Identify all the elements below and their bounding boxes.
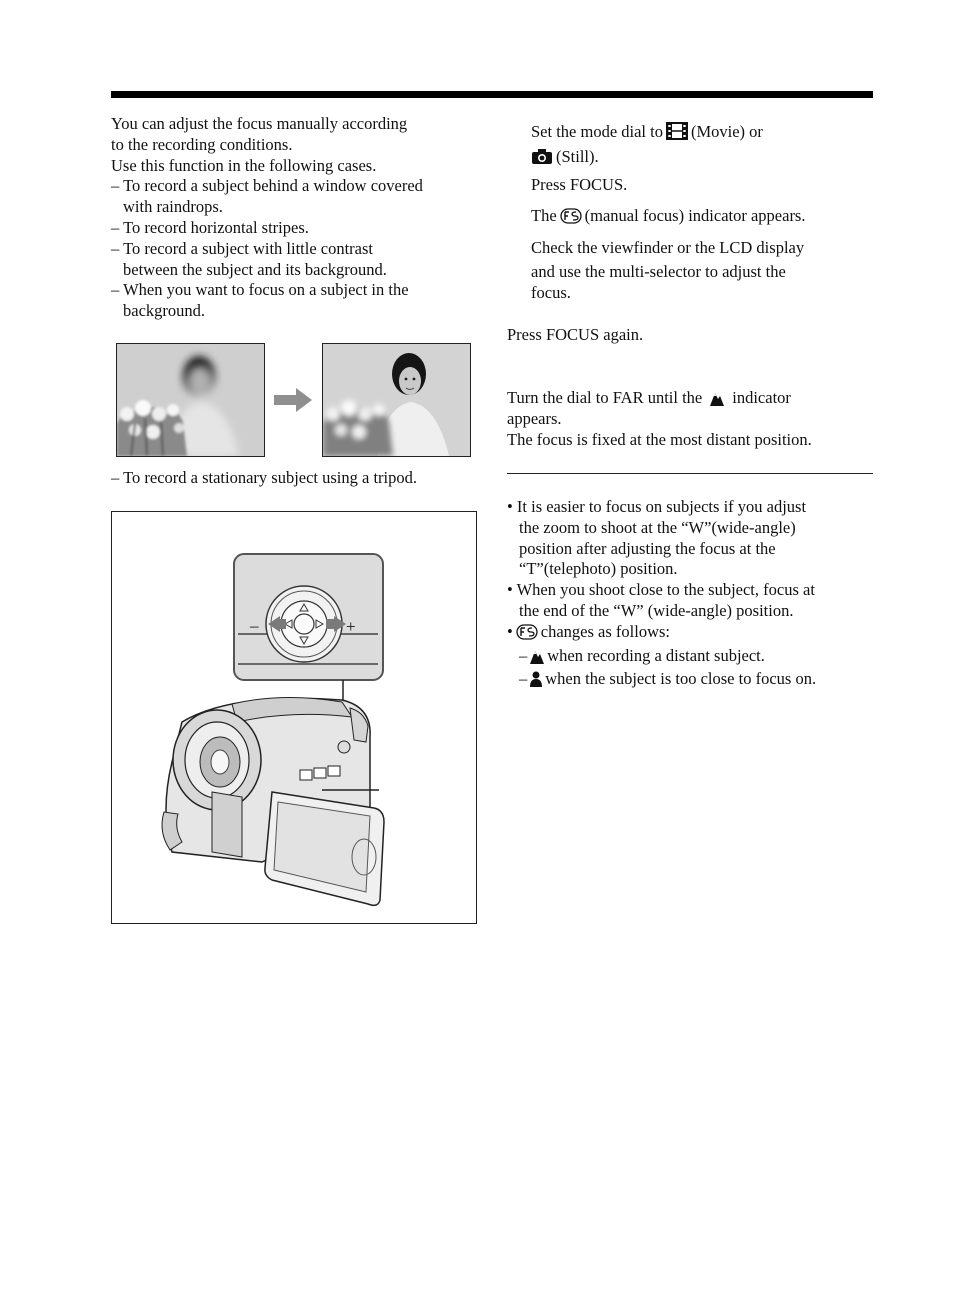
note-3 xyxy=(507,622,877,646)
case-1: – To record a subject behind a window covered xyxy=(111,176,423,196)
tripod-case: – To record a stationary subject using a tripod. xyxy=(111,468,418,487)
photo-after xyxy=(322,343,471,457)
note-3-sub-1 xyxy=(507,646,877,670)
step-1-line-2 xyxy=(531,146,599,170)
infinity-line-2: appears. xyxy=(507,409,562,428)
step-3-line-3: focus. xyxy=(531,283,571,302)
photo-before xyxy=(116,343,265,457)
person-icon xyxy=(530,671,542,693)
mountain-icon xyxy=(530,648,544,670)
infinity-line-3: The focus is fixed at the most distant position. xyxy=(507,430,812,449)
step-2-note-a: The xyxy=(531,206,557,225)
case-4-cont: background. xyxy=(123,301,206,321)
mountain-icon xyxy=(710,390,724,411)
intro-line-1: You can adjust the focus manually according xyxy=(111,114,408,133)
arrow-right-icon xyxy=(274,388,312,417)
note-3-bullet: • xyxy=(507,621,513,641)
camera-figure xyxy=(111,511,477,924)
plus-label: + xyxy=(346,617,356,636)
notes-section xyxy=(507,497,877,693)
camera-icon xyxy=(531,148,553,170)
step-3-line-1: Check the viewfinder or the LCD display xyxy=(531,238,805,257)
intro-line-3: Use this function in the following cases. xyxy=(111,155,377,175)
case-3: – To record a subject with little contrast xyxy=(111,238,374,258)
step-2: Press FOCUS. xyxy=(531,175,628,194)
intro-section xyxy=(111,114,481,322)
step-1-text-c: (Still). xyxy=(556,147,599,166)
note-3-sub-1-text: when recording a distant subject. xyxy=(547,645,765,665)
note-3-sub-2 xyxy=(507,669,877,693)
note-3-text: changes as follows: xyxy=(540,621,671,641)
note-3-sub-1-dash: – xyxy=(519,645,528,665)
note-3-sub-2-dash: – xyxy=(519,669,528,689)
note-1-line-3: position after adjusting the focus at the xyxy=(519,538,776,558)
note-3-sub-2-text: when the subject is too close to focus on. xyxy=(545,669,817,689)
infinity-text-b: indicator xyxy=(732,388,791,407)
step-1-text-b: (Movie) or xyxy=(690,122,763,141)
note-1-line-1: • It is easier to focus on subjects if you adjust xyxy=(507,497,807,516)
step-1-line-1 xyxy=(531,121,763,145)
manual-focus-icon xyxy=(560,208,582,229)
case-1-cont: with raindrops. xyxy=(123,197,223,217)
minus-label: – xyxy=(250,616,259,635)
infinity-text-a: Turn the dial to FAR until the xyxy=(507,388,703,407)
note-1-line-2: the zoom to shoot at the “W”(wide-angle) xyxy=(519,517,796,537)
case-3-cont: between the subject and its background. xyxy=(123,259,387,279)
step-2-note-b: (manual focus) indicator appears. xyxy=(584,206,806,225)
note-2-line-2: the end of the “W” (wide-angle) position. xyxy=(519,600,794,620)
step-3-line-2: and use the multi-selector to adjust the xyxy=(531,262,786,281)
notes-divider xyxy=(507,473,873,474)
film-icon xyxy=(666,122,688,145)
case-2: – To record horizontal stripes. xyxy=(111,217,309,237)
auto-return-text: Press FOCUS again. xyxy=(507,325,644,344)
header-rule xyxy=(111,91,873,98)
step-2-note xyxy=(531,205,805,229)
note-2-line-1: • When you shoot close to the subject, focus at xyxy=(507,580,815,600)
step-1-text-a: Set the mode dial to xyxy=(531,122,663,141)
intro-line-2: to the recording conditions. xyxy=(111,134,293,154)
note-1-line-4: “T”(telephoto) position. xyxy=(519,559,678,579)
manual-focus-icon xyxy=(516,624,538,646)
case-4: – When you want to focus on a subject in the xyxy=(111,280,409,300)
